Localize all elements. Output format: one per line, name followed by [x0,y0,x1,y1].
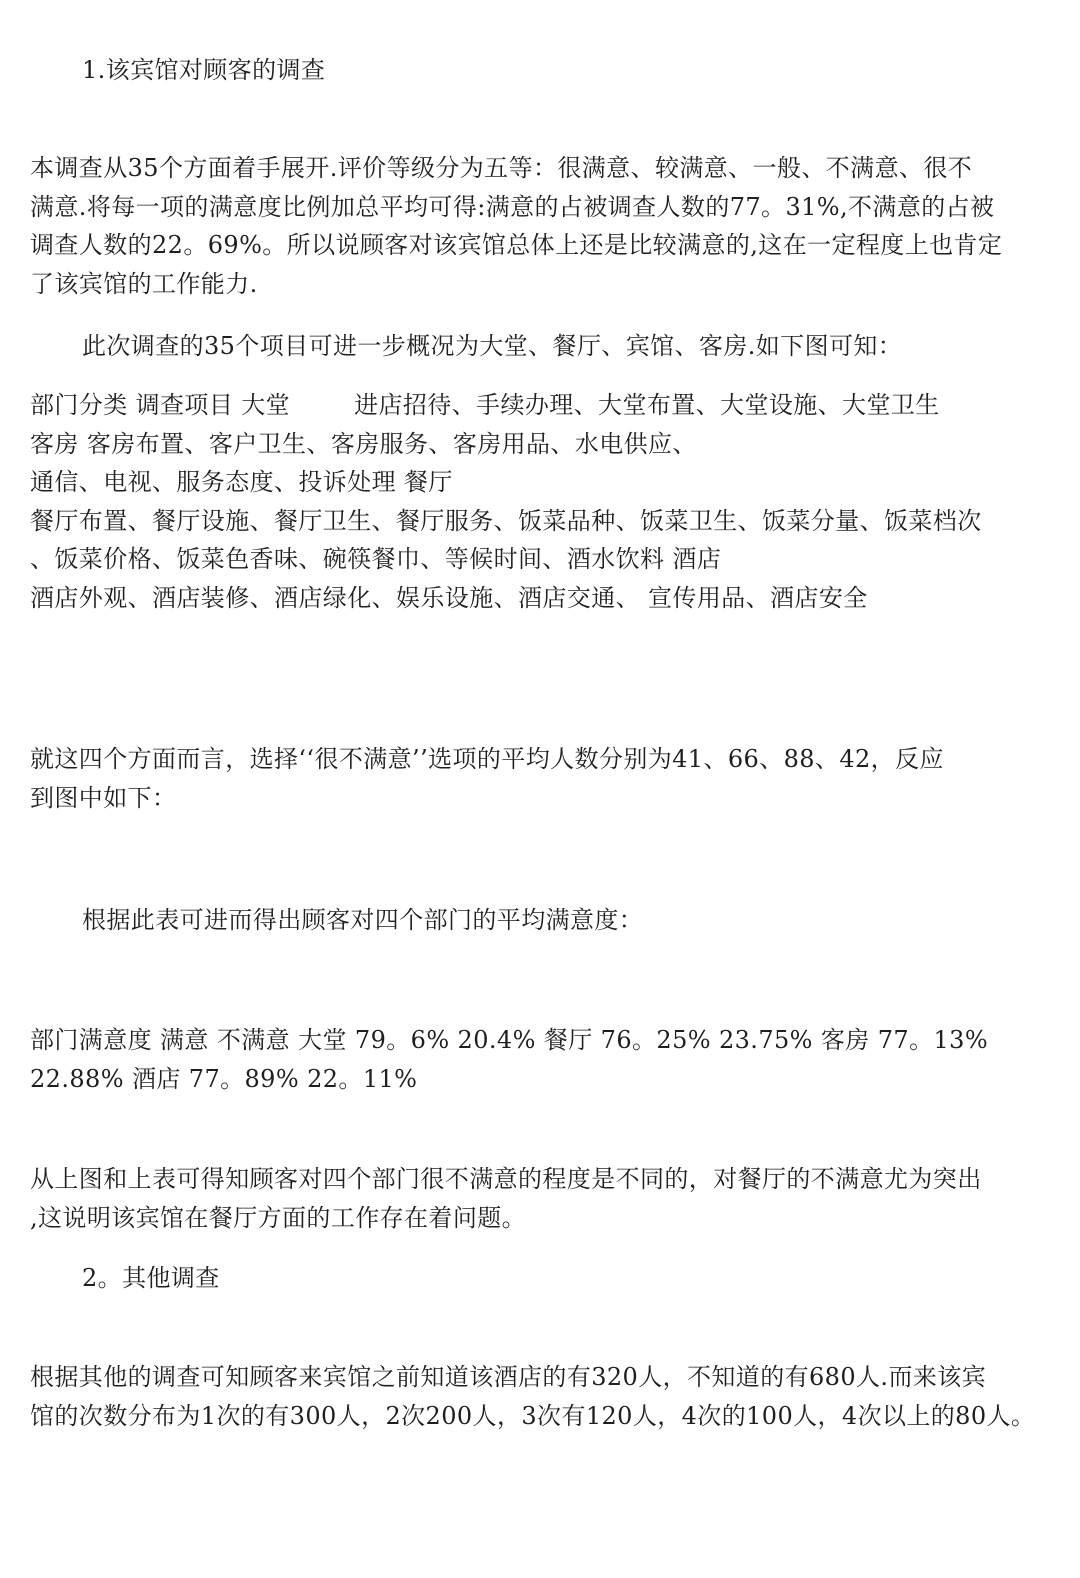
category-items: 进店招待、手续办理、大堂布置、大堂设施、大堂卫生 [354,391,940,419]
intro-paragraph [30,149,1052,303]
very-unsatisfied-paragraph [30,740,1052,817]
category-line: 通信、电视、服务态度、投诉处理 餐厅 [30,468,453,496]
category-list [30,386,1052,617]
paragraph-line: 根据其他的调查可知顾客来宾馆之前知道该酒店的有320人，不知道的有680人.而来该宾 [30,1363,987,1391]
conclusion-paragraph [30,1160,1052,1237]
category-line: 餐厅布置、餐厅设施、餐厅卫生、餐厅服务、饭菜品种、饭菜卫生、饭菜分量、饭菜档次 [30,506,982,535]
paragraph-line: 馆的次数分布为1次的有300人，2次200人，3次有120人，4次的100人，4次以上的80人。 [30,1401,1036,1430]
table-line: 部门满意度 满意 不满意 大堂 79。6% 20.4% 餐厅 76。25% 23.75% 客房 77。13% [30,1026,989,1054]
paragraph-line: 满意.将每一项的满意度比例加总平均可得:满意的占被调查人数的77。31%,不满意的占被 [30,192,995,221]
table-line: 22.88% 酒店 77。89% 22。11% [30,1064,418,1093]
paragraph-line: 本调查从35个方面着手展开.评价等级分为五等：很满意、较满意、一般、不满意、很不 [30,154,973,182]
summary-paragraph [82,327,1052,366]
category-header: 部门分类 调查项目 大堂 [30,391,291,419]
paragraph-line: 了该宾馆的工作能力. [30,269,258,298]
section-heading-1 [82,51,1052,90]
category-line: 客房 客房布置、客户卫生、客房服务、客房用品、水电供应、 [30,429,697,458]
heading-text: 2。其他调查 [82,1264,220,1292]
category-line [30,386,1052,425]
category-line: 、饭菜价格、饭菜色香味、碗筷餐巾、等候时间、酒水饮料 酒店 [30,545,722,573]
paragraph-line: 就这四个方面而言，选择‘‘很不满意’’选项的平均人数分别为41、66、88、42，反应 [30,745,944,773]
satisfaction-table-text [30,1021,1052,1098]
section-heading-2 [82,1259,1052,1298]
heading-text: 1.该宾馆对顾客的调查 [82,56,326,84]
paragraph-line: 调查人数的22。69%。所以说顾客对该宾馆总体上还是比较满意的,这在一定程度上也肯定 [30,231,1003,259]
table-intro-paragraph [82,901,1052,940]
paragraph-line: 根据此表可进而得出顾客对四个部门的平均满意度： [82,906,644,934]
paragraph-line: ,这说明该宾馆在餐厅方面的工作存在着问题。 [30,1203,527,1232]
paragraph-line: 到图中如下： [30,783,177,812]
category-line: 酒店外观、酒店装修、酒店绿化、娱乐设施、酒店交通、 宣传用品、酒店安全 [30,583,868,612]
paragraph-line: 此次调查的35个项目可进一步概况为大堂、餐厅、宾馆、客房.如下图可知： [82,332,903,360]
other-survey-paragraph [30,1358,1052,1435]
paragraph-line: 从上图和上表可得知顾客对四个部门很不满意的程度是不同的，对餐厅的不满意尤为突出 [30,1165,982,1193]
